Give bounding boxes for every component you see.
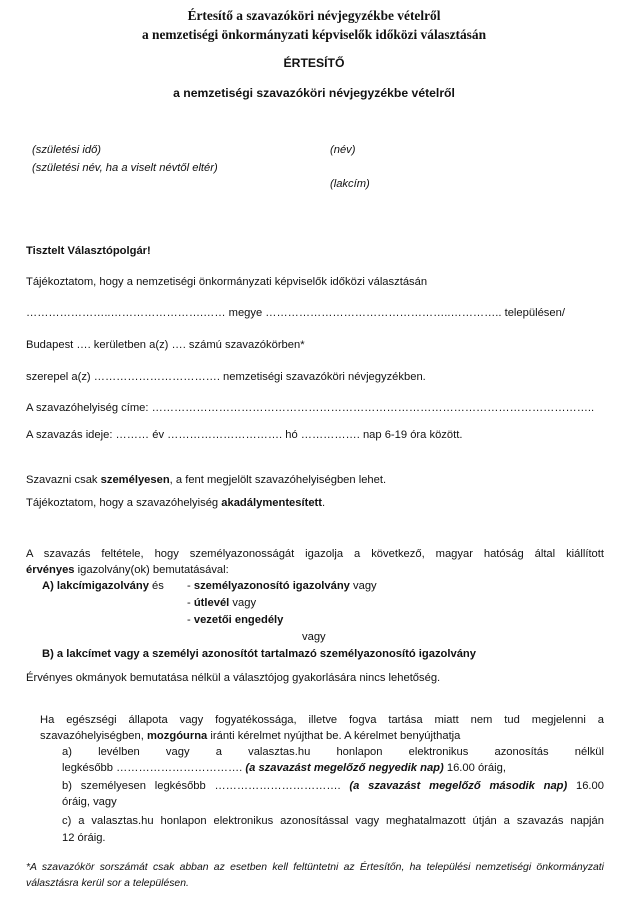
option-a-item-2: - útlevél vagy (187, 597, 257, 609)
register-line: szerepel a(z) ……………………………. nemzetiségi szavazóköri névjegyzékben. (26, 371, 426, 383)
mobile-c-line-2: 12 óráig. (62, 832, 106, 844)
mobile-a-line-1: a) levélben vagy a valasztas.hu honlapon elektronikus azonosítás nélkül (62, 746, 604, 758)
document-subtitle: a nemzetiségi szavazóköri névjegyzékbe vételről (173, 86, 455, 100)
personal-voting-note: Szavazni csak személyesen, a fent megjelölt szavazóhelyiségben lehet. (26, 474, 387, 486)
mobile-a-line-1-wrap (62, 746, 604, 758)
voting-date-line: A szavazás ideje: ……… év …………………………. hó ……………. nap 6-19 óra között. (26, 429, 463, 441)
budapest-district-line: Budapest …. kerületben a(z) …. számú szavazókörben* (26, 339, 305, 351)
footnote-line-2: választásra kerül sor a településen. (26, 878, 189, 889)
accessibility-note: Tájékoztatom, hogy a szavazóhelyiség akadálymentesített. (26, 497, 326, 509)
mobile-c-line-1: c) a valasztas.hu honlapon elektronikus azonosítással vagy meghatalmazott útján a szavazás napján (62, 815, 604, 827)
option-a-item-1: - személyazonosító igazolvány vagy (187, 580, 377, 592)
county-settlement-line: …………………..…………………….…… megye …………………………………………..………….. településen/ (26, 307, 565, 319)
personal-bold: személyesen (100, 474, 170, 486)
document-title: ÉRTESÍTŐ (283, 56, 345, 70)
mobile-line-1: Ha egészségi állapota vagy fogyatékossága, illetve fogva tartása miatt nem tud megjelenni a (40, 714, 604, 726)
footnote-line-1: *A szavazókör sorszámát csak abban az esetben kell feltüntetni az Értesítőn, ha települési nemzetiségi önkormányzati (26, 862, 604, 873)
name-label: (név) (330, 144, 356, 156)
mobile-c-line-1-wrap (62, 815, 604, 827)
condition-line-2: érvényes igazolvány(ok) bemutatásával: (26, 564, 229, 576)
mobile-a-line-2: legkésőbb ……………………………. (a szavazást megelőző negyedik nap) 16.00 óráig, (62, 762, 506, 774)
accessible-bold: akadálymentesített (221, 497, 322, 509)
mobile-b-line-1: b) személyesen legkésőbb ……………………………. (a szavazást megelőző második nap) 16.00 (62, 780, 604, 792)
birth-name-label: (születési név, ha a viselt névtől eltér) (32, 162, 218, 174)
header-line-1: Értesítő a szavazóköri névjegyzékbe vételről (187, 8, 441, 23)
intro-text: Tájékoztatom, hogy a nemzetiségi önkormányzati képviselők időközi választásán (26, 276, 428, 288)
mobile-b-line-1-wrap (62, 780, 604, 792)
footnote-line-1-wrap (26, 862, 604, 873)
option-or: vagy (302, 631, 326, 643)
condition-paragraph (26, 548, 604, 560)
option-a-label: A) lakcímigazolvány és (42, 580, 164, 592)
condition-line-1: A szavazás feltétele, hogy személyazonosságát igazolja a következő, magyar hatóság által kiállított (26, 548, 604, 560)
mobile-line-2: szavazóhelyiségben, mozgóurna iránti kérelmet nyújthat be. A kérelmet benyújthatja (40, 730, 461, 742)
greeting: Tisztelt Választópolgár! (26, 245, 151, 257)
no-documents-note: Érvényes okmányok bemutatása nélkül a választójog gyakorlására nincs lehetőség. (26, 672, 441, 684)
option-a-item-3: - vezetői engedély (187, 614, 284, 626)
header-line-2: a nemzetiségi önkormányzati képviselők időközi választásán (141, 27, 487, 42)
birth-date-label: (születési idő) (32, 144, 102, 156)
mobile-line-1-wrap (40, 714, 604, 726)
address-label: (lakcím) (330, 178, 370, 190)
polling-location-line: A szavazóhelyiség címe: ……………………………………………………………………………………………………….. (26, 402, 595, 414)
mobile-b-line-2: óráig, vagy (62, 796, 117, 808)
option-b: B) a lakcímet vagy a személyi azonosítót tartalmazó személyazonosító igazolvány (42, 648, 476, 660)
